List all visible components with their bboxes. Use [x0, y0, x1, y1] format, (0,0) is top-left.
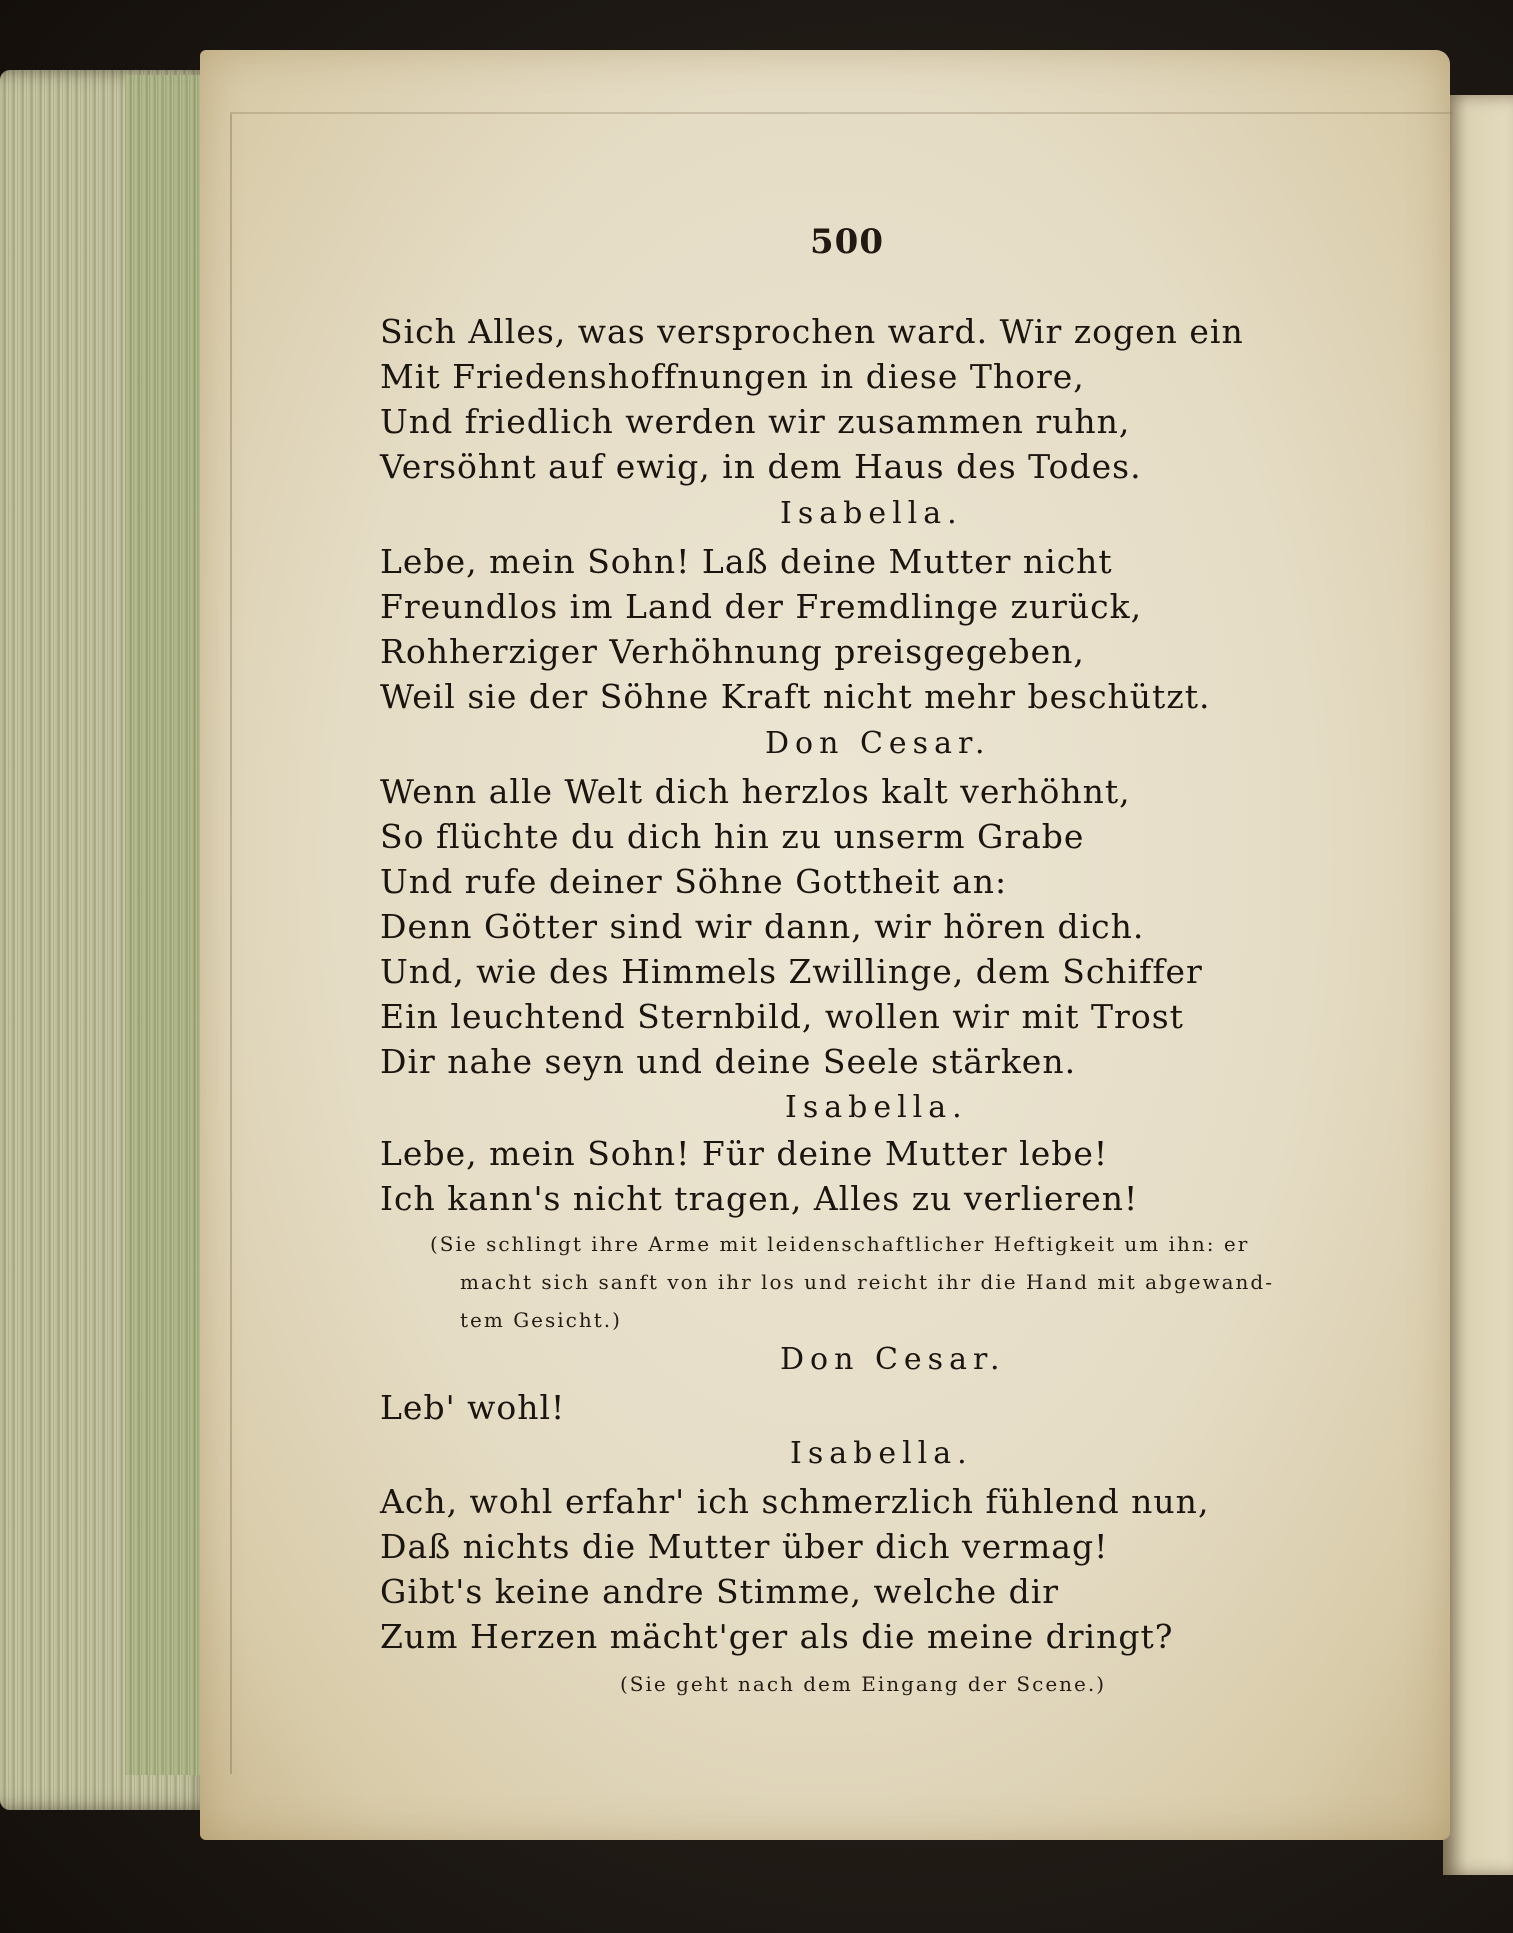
verse-line: Weil sie der Söhne Kraft nicht mehr beschützt. [380, 677, 1211, 716]
verse-line: Versöhnt auf ewig, in dem Haus des Todes. [380, 447, 1142, 486]
verse-line: Sich Alles, was versprochen ward. Wir zogen ein [380, 312, 1244, 351]
book-page-edges-tinted [125, 75, 205, 1775]
verse-line: Rohherziger Verhöhnung preisgegeben, [380, 632, 1085, 671]
stage-direction: (Sie schlingt ihre Arme mit leidenschaftlicher Heftigkeit um ihn: er [430, 1232, 1250, 1256]
stage-direction: tem Gesicht.) [460, 1308, 622, 1332]
verse-line: Und friedlich werden wir zusammen ruhn, [380, 402, 1131, 441]
verse-line: Zum Herzen mächt'ger als die meine dringt? [380, 1617, 1174, 1656]
facing-page-edge [1443, 95, 1513, 1875]
speaker-name: Don Cesar. [780, 1342, 1006, 1377]
stage-direction: macht sich sanft von ihr los und reicht ihr die Hand mit abgewand- [460, 1270, 1274, 1294]
speaker-name: Isabella. [785, 1090, 968, 1125]
stage-direction: (Sie geht nach dem Eingang der Scene.) [620, 1672, 1107, 1696]
verse-line: So flüchte du dich hin zu unserm Grabe [380, 817, 1085, 856]
verse-line: Daß nichts die Mutter über dich vermag! [380, 1527, 1109, 1566]
verse-line: Und, wie des Himmels Zwillinge, dem Schiffer [380, 952, 1203, 991]
verse-line: Gibt's keine andre Stimme, welche dir [380, 1572, 1060, 1611]
speaker-name: Isabella. [790, 1436, 973, 1471]
verse-line: Mit Friedenshoffnungen in diese Thore, [380, 357, 1085, 396]
verse-line: Denn Götter sind wir dann, wir hören dich. [380, 907, 1145, 946]
verse-line: Ich kann's nicht tragen, Alles zu verlieren! [380, 1179, 1139, 1218]
verse-line: Leb' wohl! [380, 1388, 566, 1427]
verse-line: Lebe, mein Sohn! Laß deine Mutter nicht [380, 542, 1113, 581]
verse-line: Freundlos im Land der Fremdlinge zurück, [380, 587, 1143, 626]
verse-line: Und rufe deiner Söhne Gottheit an: [380, 862, 1008, 901]
verse-line: Ach, wohl erfahr' ich schmerzlich fühlend nun, [380, 1482, 1210, 1521]
verse-line: Dir nahe seyn und deine Seele stärken. [380, 1042, 1077, 1081]
speaker-name: Don Cesar. [765, 726, 991, 761]
verse-line: Lebe, mein Sohn! Für deine Mutter lebe! [380, 1134, 1109, 1173]
verse-line: Wenn alle Welt dich herzlos kalt verhöhnt, [380, 772, 1131, 811]
page-number: 500 [810, 222, 884, 262]
speaker-name: Isabella. [780, 496, 963, 531]
verse-line: Ein leuchtend Sternbild, wollen wir mit Trost [380, 997, 1184, 1036]
